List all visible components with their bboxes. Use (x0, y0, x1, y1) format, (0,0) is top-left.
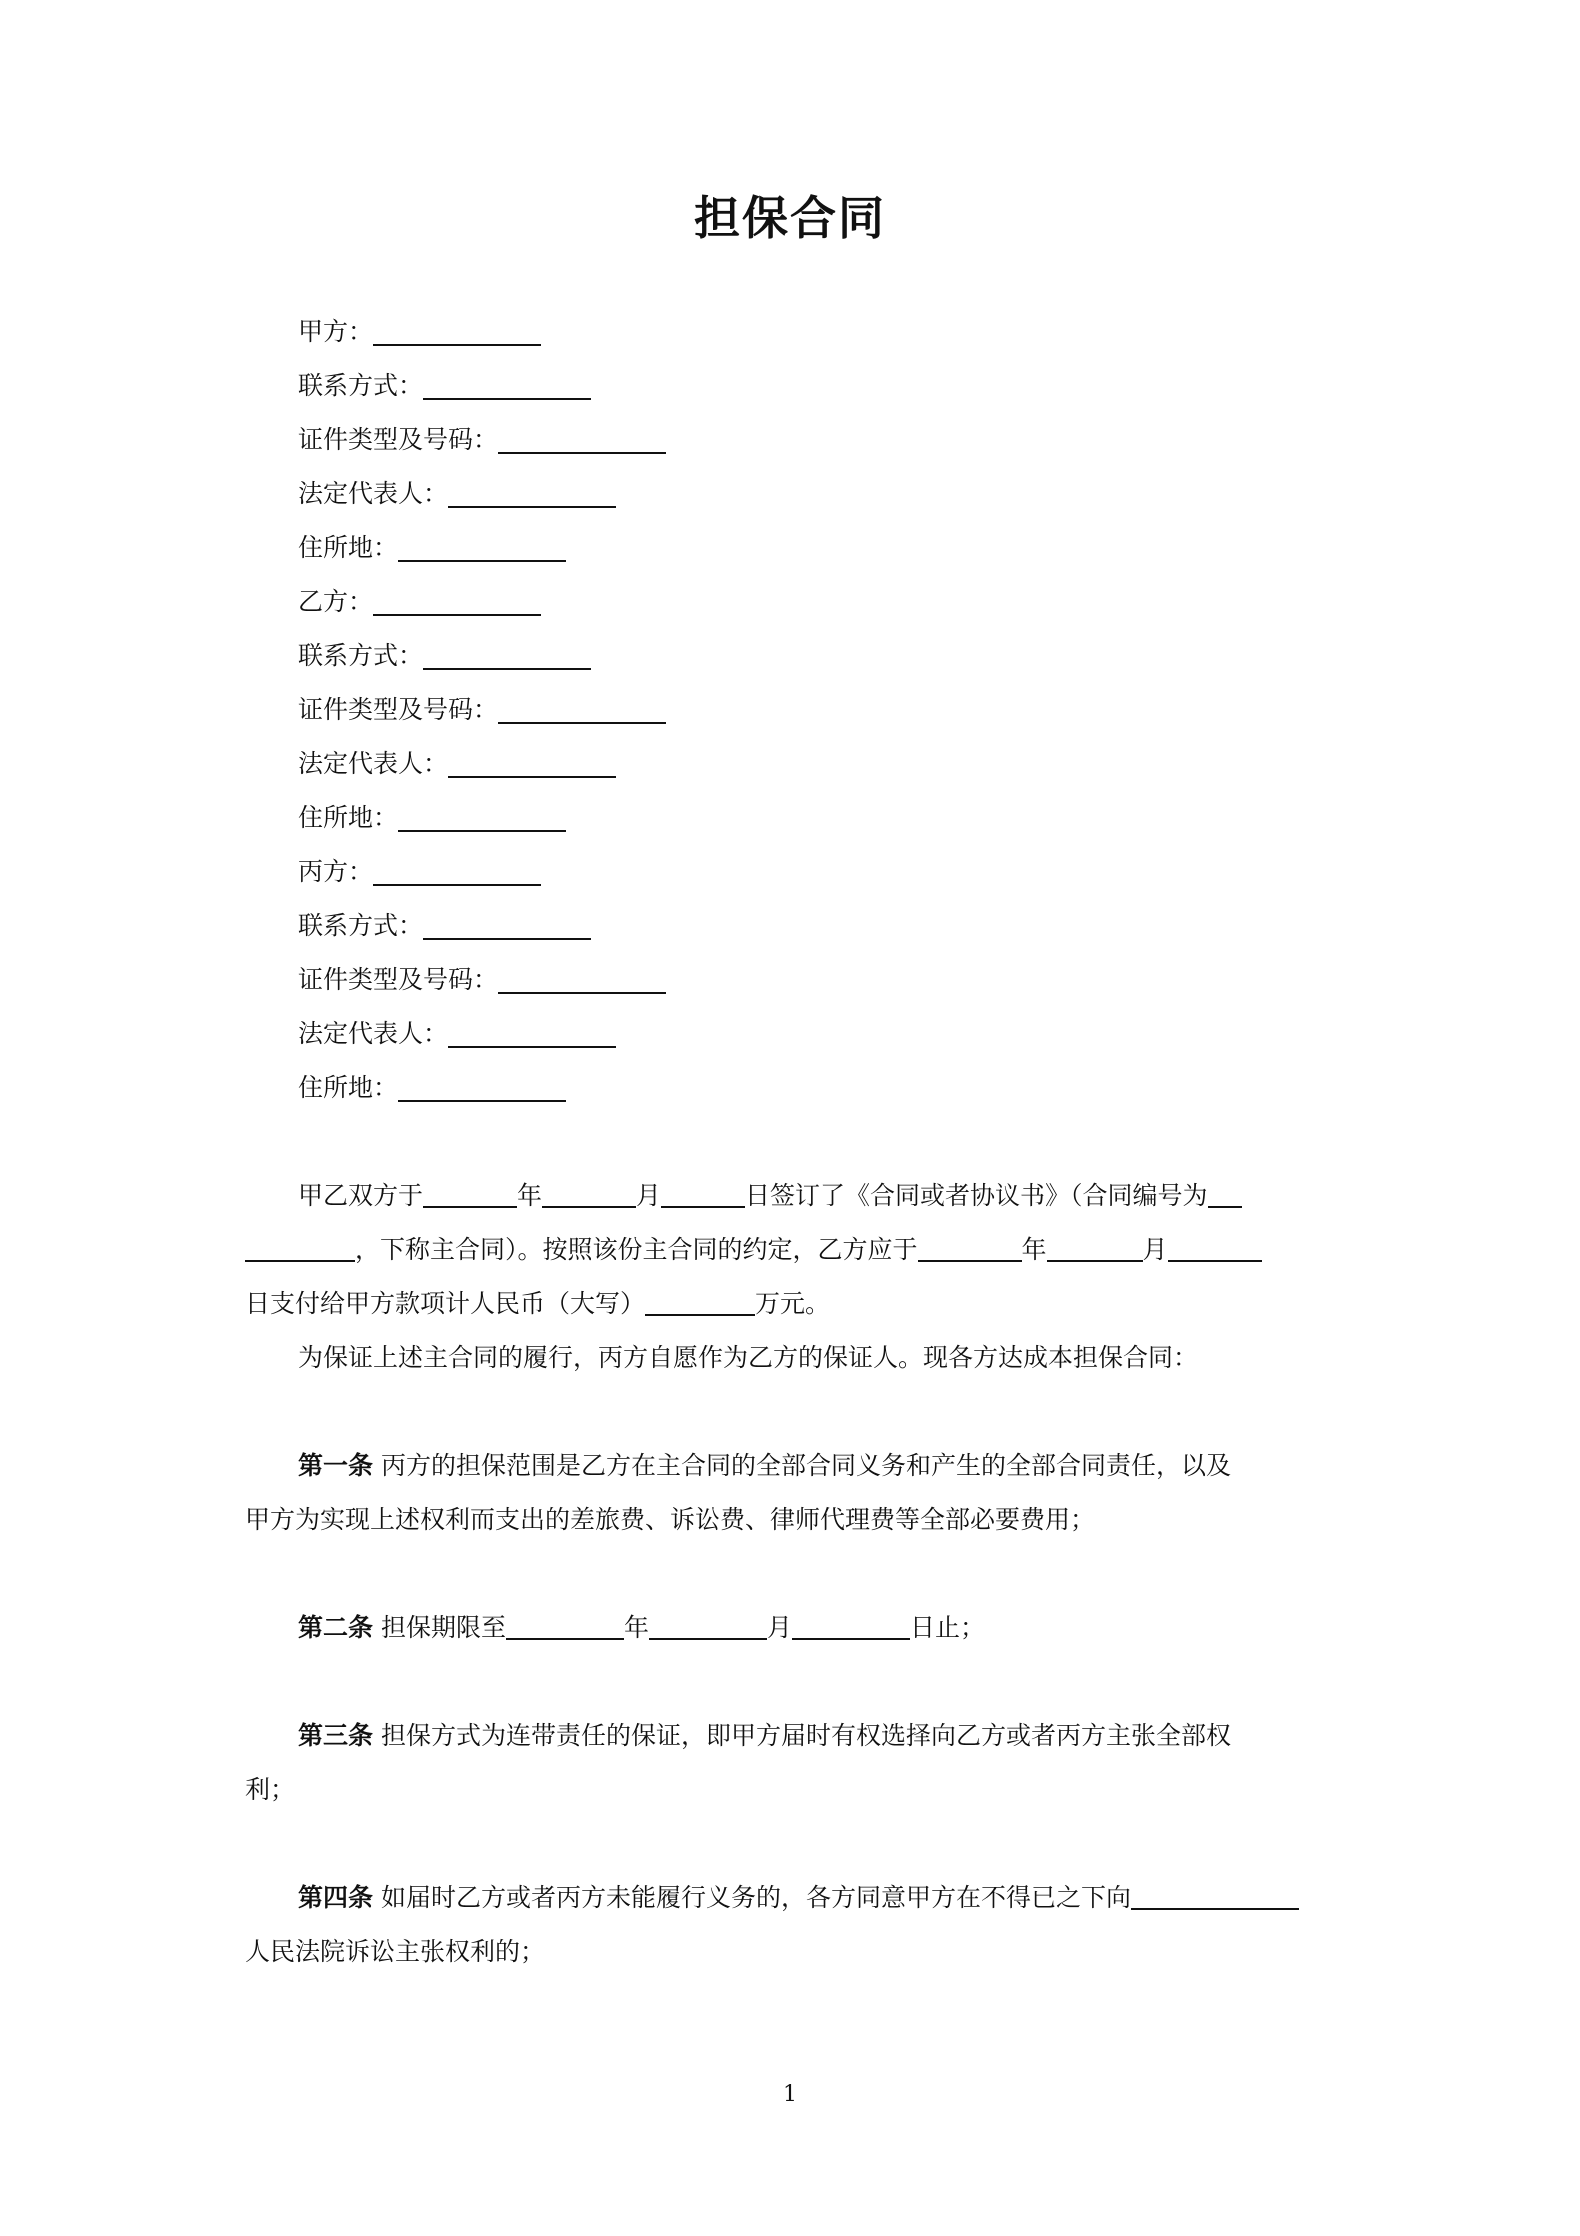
intro-text: 年 (517, 1181, 543, 1210)
party-a-name-field (298, 314, 541, 350)
field-label: 乙方： (298, 587, 374, 616)
fill-blank[interactable] (918, 1234, 1022, 1262)
intro-text: 甲乙双方于 (298, 1181, 424, 1210)
article-text: 丙方的担保范围是乙方在主合同的全部合同义务和产生的全部合同责任，以及 (373, 1451, 1231, 1480)
intro-text: ，下称主合同）。按照该份主合同的约定，乙方应于 (355, 1235, 918, 1264)
party-a-address-field (298, 530, 566, 566)
article-4-line-2: 人民法院诉讼主张权利的； (245, 1937, 546, 1966)
fill-blank[interactable] (661, 1180, 745, 1208)
field-label: 证件类型及号码： (298, 425, 499, 454)
fill-blank[interactable] (423, 642, 591, 670)
party-b-id-field (298, 692, 666, 728)
article-text: 月 (766, 1613, 792, 1642)
intro-text: 日支付给甲方款项计人民币（大写） (245, 1289, 646, 1318)
party-c-contact-field (298, 908, 591, 944)
field-label: 甲方： (298, 317, 374, 346)
field-label: 联系方式： (298, 371, 424, 400)
intro-text: 年 (1021, 1235, 1047, 1264)
field-label: 法定代表人： (298, 479, 449, 508)
fill-blank[interactable] (245, 1234, 355, 1262)
fill-blank[interactable] (423, 912, 591, 940)
field-label: 住所地： (298, 533, 399, 562)
intro-line-1 (298, 1178, 1242, 1214)
fill-blank[interactable] (398, 804, 566, 832)
field-label: 联系方式： (298, 911, 424, 940)
article-4-title: 第四条 (298, 1883, 374, 1912)
field-label: 证件类型及号码： (298, 965, 499, 994)
fill-blank[interactable] (1047, 1234, 1143, 1262)
fill-blank[interactable] (792, 1612, 910, 1640)
fill-blank[interactable] (1208, 1180, 1242, 1208)
document-title: 担保合同 (694, 191, 886, 245)
party-b-legal-rep-field (298, 746, 616, 782)
field-label: 法定代表人： (298, 1019, 449, 1048)
intro-text: 万元。 (755, 1289, 831, 1318)
fill-blank[interactable] (373, 858, 541, 886)
party-b-name-field (298, 584, 541, 620)
field-label: 丙方： (298, 857, 374, 886)
article-2-title: 第二条 (298, 1613, 374, 1642)
intro-line-2 (245, 1232, 1262, 1268)
fill-blank[interactable] (448, 480, 616, 508)
fill-blank[interactable] (645, 1288, 755, 1316)
article-1-line-2: 甲方为实现上述权利而支出的差旅费、诉讼费、律师代理费等全部必要费用； (245, 1505, 1096, 1534)
intro-text: 日签订了《合同或者协议书》（合同编号为 (745, 1181, 1208, 1210)
page-number: 1 (783, 2082, 797, 2107)
fill-blank[interactable] (542, 1180, 636, 1208)
article-text: 年 (623, 1613, 649, 1642)
party-a-contact-field (298, 368, 591, 404)
fill-blank[interactable] (498, 696, 666, 724)
fill-blank[interactable] (398, 534, 566, 562)
article-text: 担保期限至 (373, 1613, 506, 1642)
fill-blank[interactable] (423, 1180, 517, 1208)
article-text: 如届时乙方或者丙方未能履行义务的，各方同意甲方在不得已之下向 (373, 1883, 1131, 1912)
fill-blank[interactable] (649, 1612, 767, 1640)
fill-blank[interactable] (423, 372, 591, 400)
fill-blank[interactable] (498, 426, 666, 454)
intro-text: 月 (1142, 1235, 1168, 1264)
intro-line-4: 为保证上述主合同的履行，丙方自愿作为乙方的保证人。现各方达成本担保合同： (298, 1343, 1199, 1372)
intro-text: 月 (636, 1181, 662, 1210)
fill-blank[interactable] (1168, 1234, 1262, 1262)
intro-line-3 (245, 1286, 830, 1322)
article-text: 日止； (910, 1613, 986, 1642)
field-label: 住所地： (298, 803, 399, 832)
field-label: 法定代表人： (298, 749, 449, 778)
article-3-line-2: 利； (245, 1775, 296, 1804)
fill-blank[interactable] (448, 1020, 616, 1048)
article-1-title: 第一条 (298, 1451, 374, 1480)
party-c-id-field (298, 962, 666, 998)
fill-blank[interactable] (398, 1074, 566, 1102)
fill-blank[interactable] (498, 966, 666, 994)
party-b-contact-field (298, 638, 591, 674)
fill-blank[interactable] (1131, 1882, 1299, 1910)
party-c-legal-rep-field (298, 1016, 616, 1052)
party-c-address-field (298, 1070, 566, 1106)
fill-blank[interactable] (373, 588, 541, 616)
field-label: 联系方式： (298, 641, 424, 670)
field-label: 证件类型及号码： (298, 695, 499, 724)
fill-blank[interactable] (373, 318, 541, 346)
party-b-address-field (298, 800, 566, 836)
fill-blank[interactable] (506, 1612, 624, 1640)
article-4-line-1 (298, 1880, 1299, 1916)
party-c-name-field (298, 854, 541, 890)
field-label: 住所地： (298, 1073, 399, 1102)
article-1-line-1 (298, 1448, 1231, 1484)
party-a-legal-rep-field (298, 476, 616, 512)
party-a-id-field (298, 422, 666, 458)
article-3-title: 第三条 (298, 1721, 374, 1750)
article-text: 担保方式为连带责任的保证，即甲方届时有权选择向乙方或者丙方主张全部权 (373, 1721, 1231, 1750)
article-3-line-1 (298, 1718, 1231, 1754)
article-2-line (298, 1610, 985, 1646)
fill-blank[interactable] (448, 750, 616, 778)
